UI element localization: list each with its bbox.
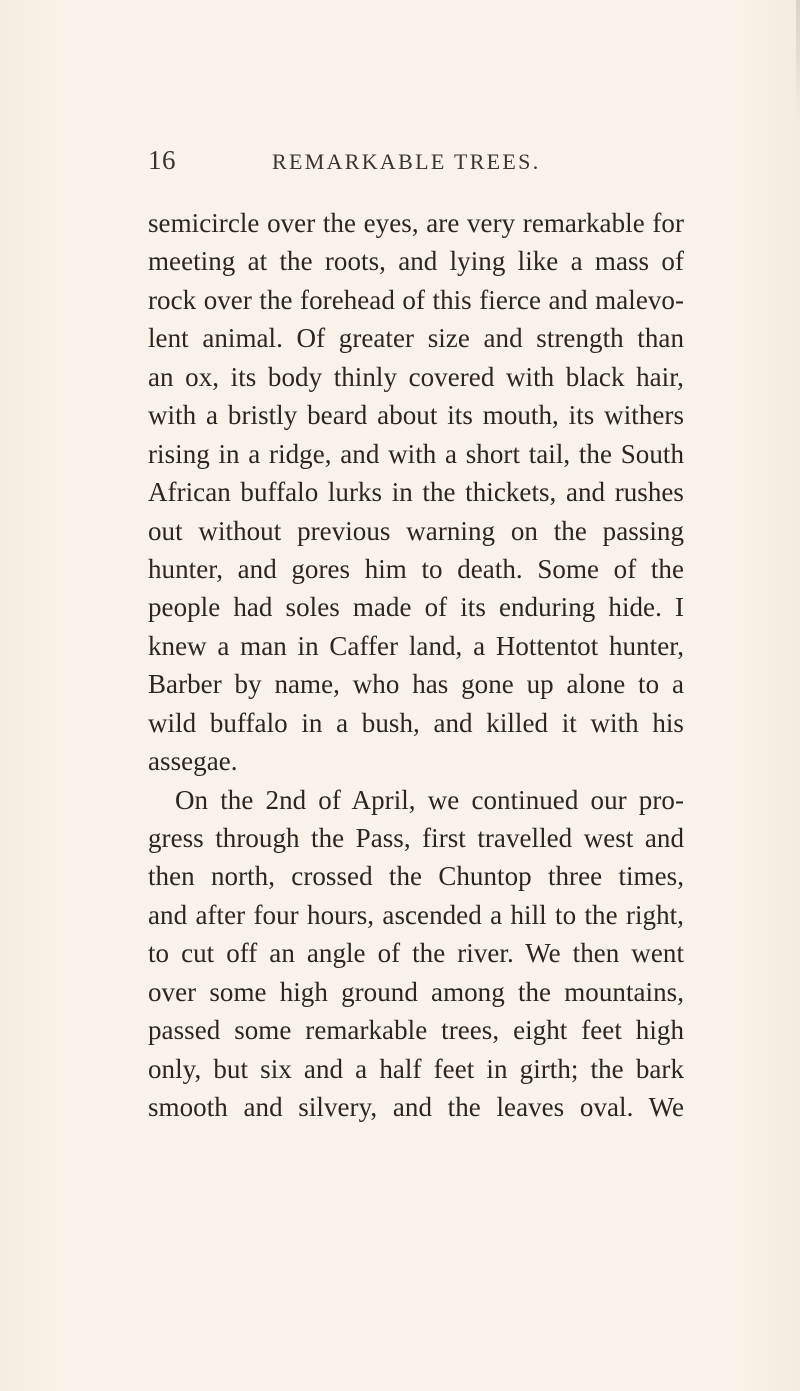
text-line: gress through the Pass, first travelled west and [148,823,684,853]
text-line: assegae. [148,746,238,777]
text-line: then north, crossed the Chuntop three times, [148,861,684,892]
page-header [148,144,658,176]
text-line: lent animal. Of greater size and strength than [148,323,684,354]
text-line: knew a man in Caffer land, a Hottentot hunter, [148,630,684,661]
text-line: rock over the forehead of this fierce and malevo- [148,284,684,315]
text-line: hunter, and gores him to death. Some of the [148,553,684,584]
page-number: 16 [148,145,176,175]
page-edge-shadow [796,0,800,120]
text-line: with a bristly beard about its mouth, its withers [148,400,684,431]
body-text [148,204,684,1127]
text-line: meeting at the roots, and lying like a mass of [148,246,684,277]
paragraph-start-line: On the 2nd of April, we continued our pro- [175,784,684,815]
text-line: wild buffalo in a bush, and killed it with his [148,707,684,738]
text-line: out without previous warning on the passing [148,515,684,546]
text-line: passed some remarkable trees, eight feet high [148,1015,684,1046]
text-line: rising in a ridge, and with a short tail, the South [148,438,684,469]
text-line: to cut off an angle of the river. We then went [148,938,684,969]
text-line: over some high ground among the mountains, [148,976,684,1007]
text-line: an ox, its body thinly covered with black hair, [148,361,684,392]
text-line: smooth and silvery, and the leaves oval. We [148,1092,684,1123]
running-title: REMARKABLE TREES. [272,149,541,174]
text-line: and after four hours, ascended a hill to the right, [148,899,684,930]
text-line: semicircle over the eyes, are very remarkable for [148,208,684,238]
text-line: African buffalo lurks in the thickets, and rushes [148,477,684,508]
text-line: only, but six and a half feet in girth; the bark [148,1053,684,1084]
text-line: Barber by name, who has gone up alone to a [148,669,684,700]
text-line: people had soles made of its enduring hide. I [148,592,684,623]
